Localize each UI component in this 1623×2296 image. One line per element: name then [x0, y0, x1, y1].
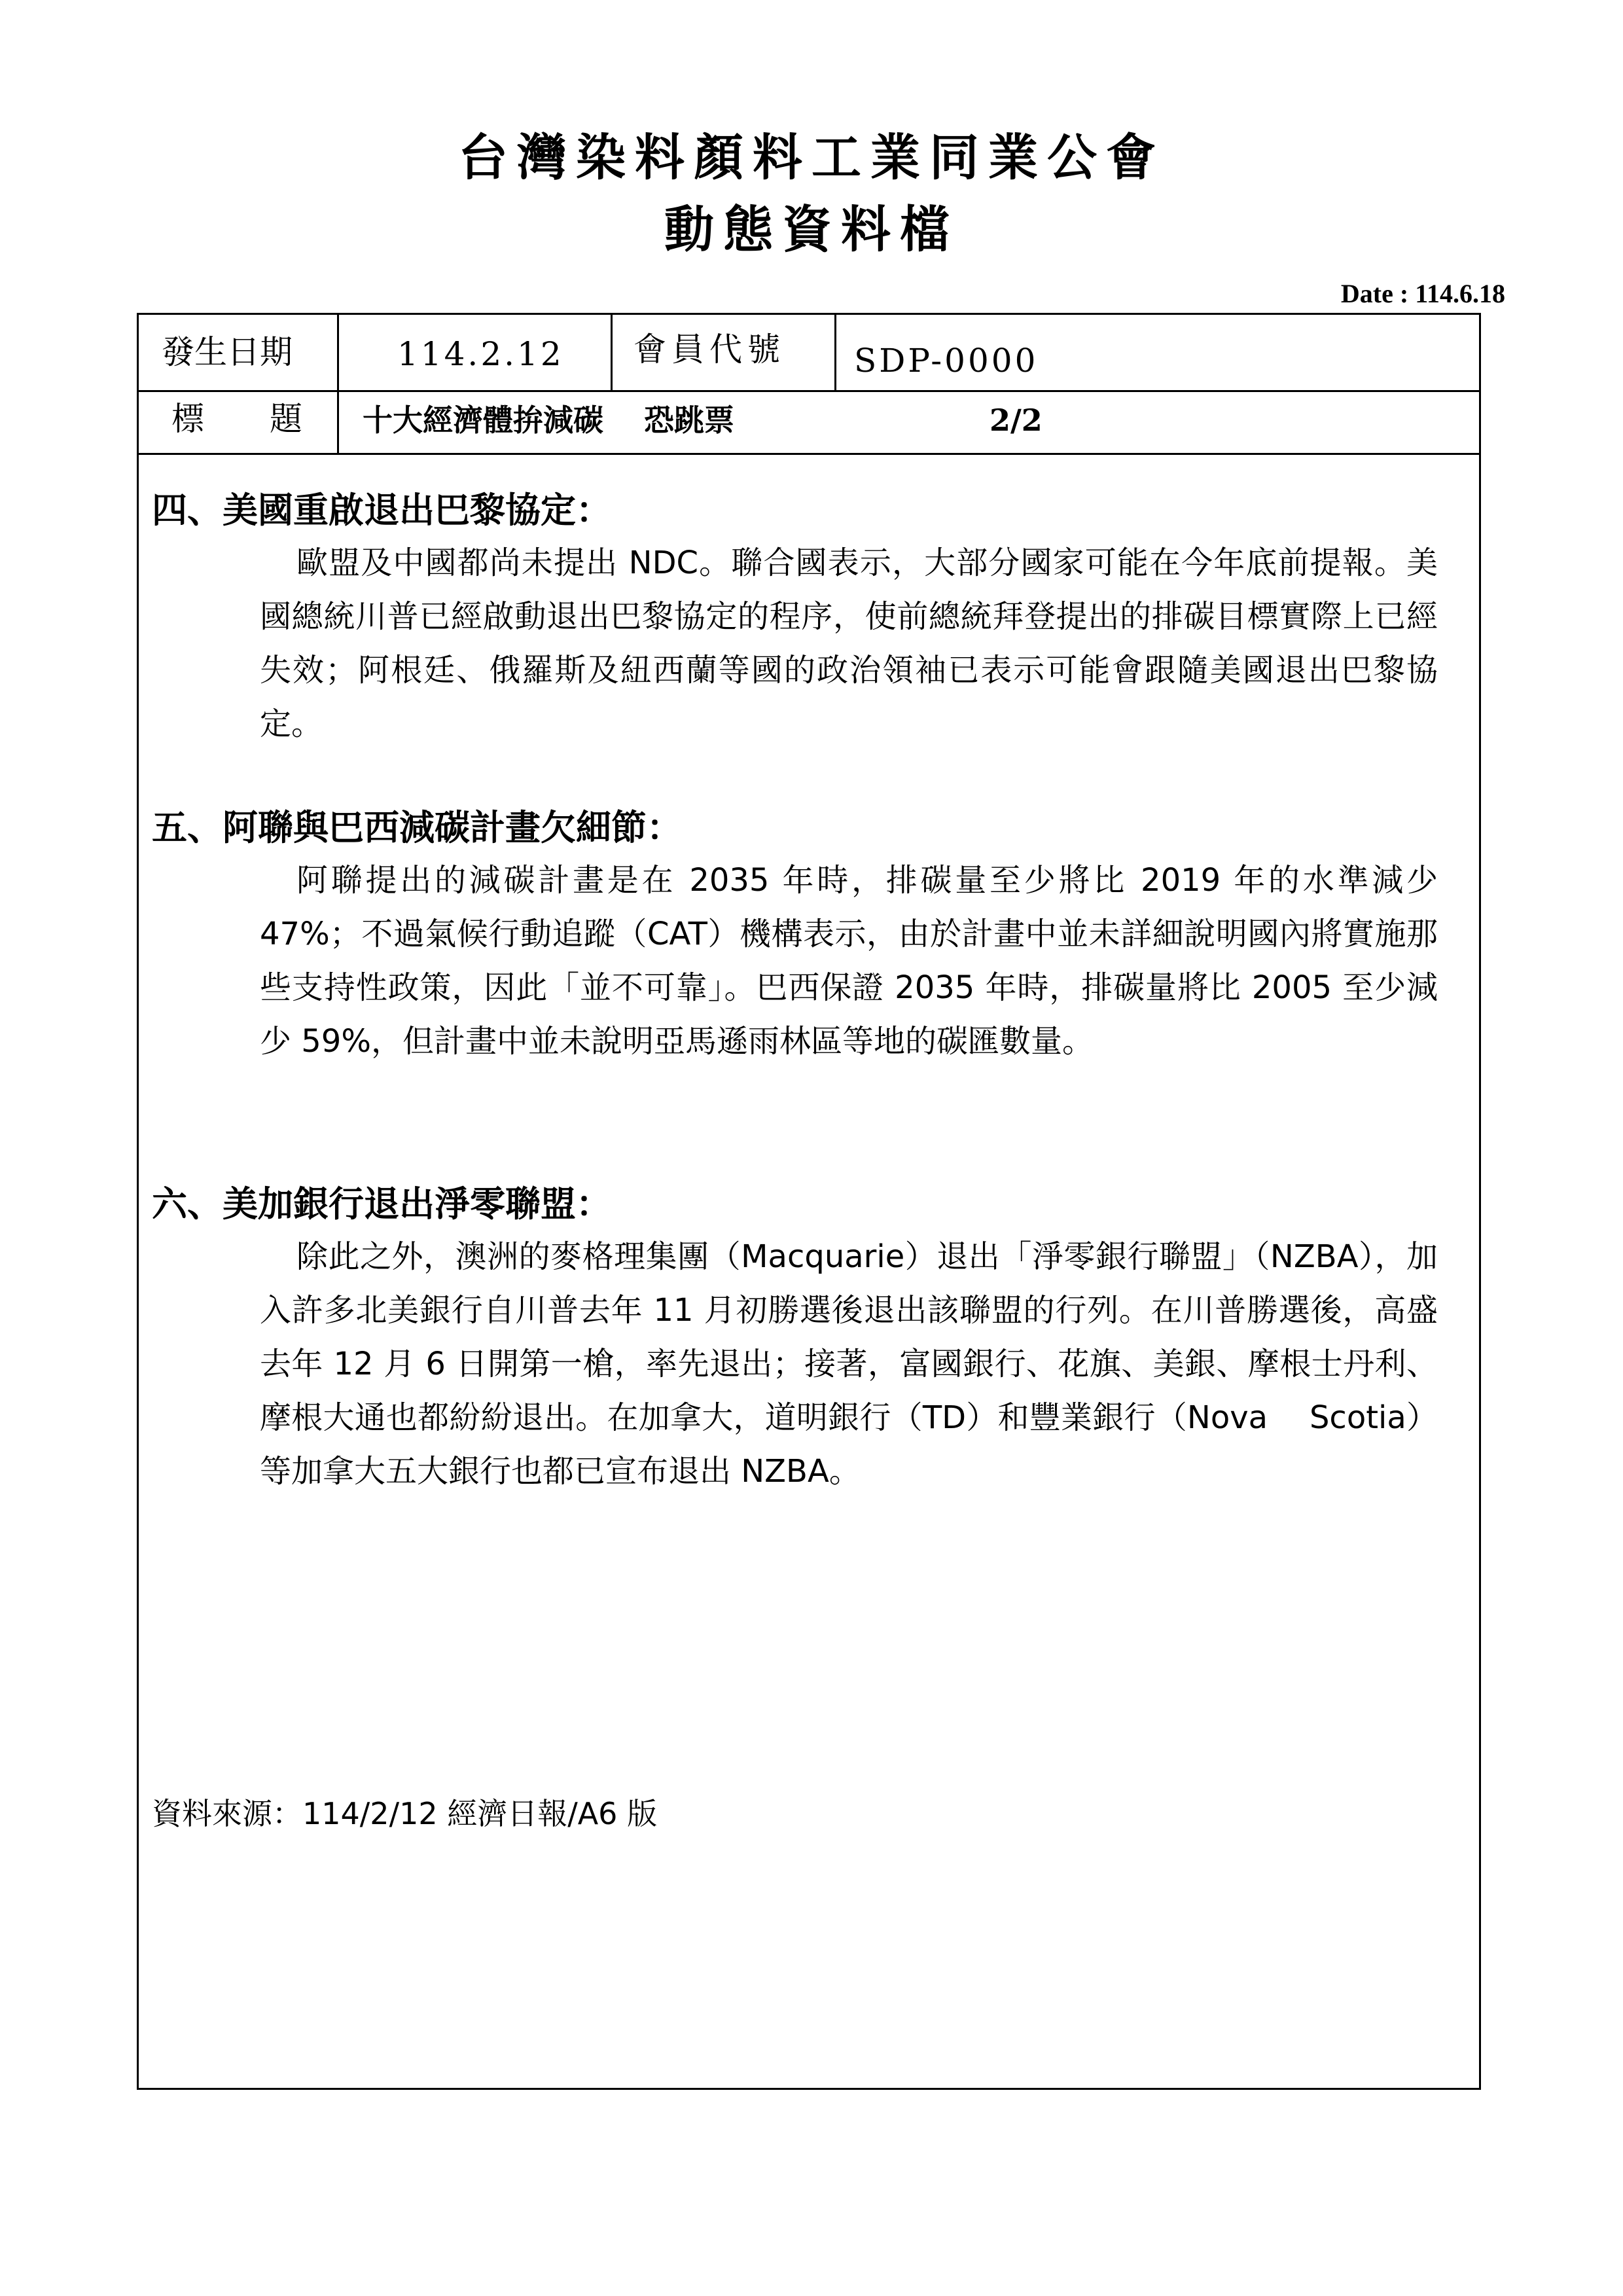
col-divider	[834, 315, 836, 390]
section-body: 阿聯提出的減碳計畫是在 2035 年時，排碳量至少將比 2019 年的水準減少 47%；不過氣候行動追蹤（CAT）機構表示，由於計畫中並未詳細說明國內將實施那些支持性政策，因此「並不可靠」。巴西保證 2035 年時，排碳量將比 2005 至少減少 59%，但計畫中並未說明亞馬遜雨林區等地的碳匯數量。	[260, 862, 1438, 1060]
section-body: 歐盟及中國都尚未提出 NDC。聯合國表示，大部分國家可能在今年底前提報。美國總統川普已經啟動退出巴黎協定的程序，使前總統拜登提出的排碳目標實際上已經失效；阿根廷、俄羅斯及紐西蘭等國的政治領袖已表示可能會跟隨美國退出巴黎協定。	[260, 545, 1438, 742]
section-5	[152, 805, 1461, 1068]
section-heading: 六、美加銀行退出淨零聯盟：	[152, 1183, 611, 1225]
member-label: 會員代號	[633, 331, 785, 368]
org-title: 台灣染料顏料工業同業公會	[458, 128, 1165, 187]
header-divider	[139, 453, 1479, 455]
subject-value: 十大經濟體拚減碳 恐跳票	[363, 403, 735, 438]
member-value: SDP-0000	[854, 342, 1039, 380]
section-4	[152, 488, 1461, 751]
subject-label: 標 題	[171, 400, 302, 438]
col-divider	[611, 315, 613, 390]
section-heading: 五、阿聯與巴西減碳計畫欠細節：	[152, 807, 682, 848]
section-6	[152, 1181, 1461, 1498]
date-value: 114.2.12	[397, 335, 564, 373]
page-number: 2/2	[990, 403, 1043, 438]
date-label: 發生日期	[162, 333, 293, 371]
doc-title: 動態資料檔	[664, 200, 959, 259]
section-heading: 四、美國重啟退出巴黎協定：	[152, 490, 611, 531]
section-body: 除此之外，澳洲的麥格理集團（Macquarie）退出「淨零銀行聯盟」（NZBA），加入許多北美銀行自川普去年 11 月初勝選後退出該聯盟的行列。在川普勝選後，高盛去年 12 月 6 日開第一槍，率先退出；接著，富國銀行、花旗、美銀、摩根士丹利、摩根大通也都紛紛退出。在加拿大，道明銀行（TD）和豐業銀行（Nova Scotia）等加拿大五大銀行也都已宣布退出 NZBA。	[260, 1238, 1438, 1490]
row-divider	[139, 390, 1479, 392]
source-citation: 資料來源：114/2/12 經濟日報/A6 版	[152, 1796, 658, 1831]
col-divider	[337, 315, 339, 453]
doc-date: Date : 114.6.18	[1340, 279, 1505, 308]
